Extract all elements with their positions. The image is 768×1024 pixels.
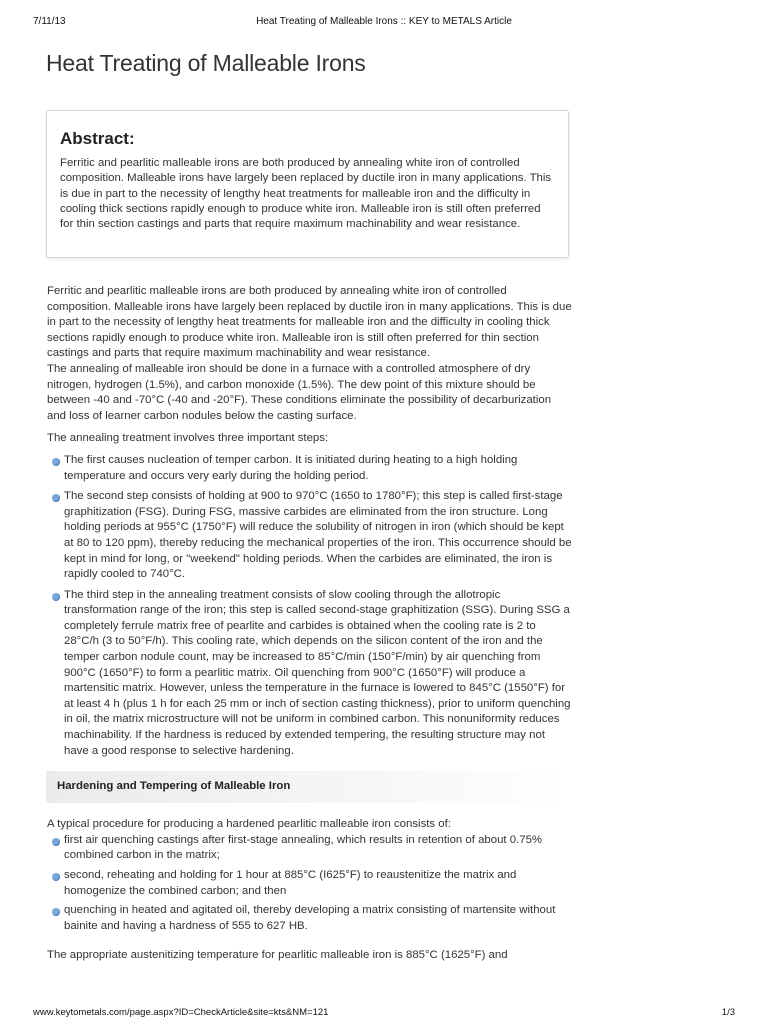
abstract-text: Ferritic and pearlitic malleable irons are both produced by annealing white iron of controlled composition. Malleable irons have largely been replaced by ductile iron in many applications. This is due in part to the necessity of lengthy heat treatments for malleable iron and the difficulty in cooling thick sections rapidly enough to produce white iron. Malleable iron is still often preferred for thin section castings and parts that require maximum machinability and wear resistance.	[60, 157, 552, 231]
list-item	[47, 489, 572, 583]
abstract-heading: Abstract:	[60, 129, 135, 148]
list-item-text: The second step consists of holding at 900 to 970°C (1650 to 1780°F); this step is called first-stage graphitization (FSG). During FSG, massive carbides are eliminated from the iron structure. Long holding periods at 955°C (1750°F) will reduce the solubility of nitrogen in iron (which should be kept at 80 to 120 ppm), thereby reducing the mechanical properties of the iron. This occurrence should be kept in mind for long, or "weekend" holding periods. When the carbides are eliminated, the iron is rapidly cooled to 740°C.	[64, 490, 572, 581]
annealing-paragraph: The annealing of malleable iron should be done in a furnace with a controlled atmosphere of dry nitrogen, hydrogen (1.5%), and carbon monoxide (1.5%). The dew point of this mixture should be between -40 and -70°C (-40 and -20°F). These conditions eliminate the possibility of decarburization and loss of learner carbon nodules below the casting surface.	[47, 362, 552, 422]
print-date: 7/11/13	[33, 16, 66, 27]
list-item-text: The first causes nucleation of temper carbon. It is initiated during heating to a high holding temperature and occurs very early during the holding period.	[64, 453, 518, 482]
bullet-icon	[52, 838, 60, 846]
list-item	[47, 453, 572, 484]
abstract-box	[46, 110, 569, 258]
bullet-icon	[52, 593, 60, 601]
bullet-icon	[52, 494, 60, 502]
section-heading: Hardening and Tempering of Malleable Iron	[57, 780, 291, 793]
hardening-steps-list	[47, 833, 572, 935]
bullet-icon	[52, 908, 60, 916]
page-number: 1/3	[721, 1007, 735, 1018]
article-body	[47, 284, 572, 964]
list-item	[47, 833, 572, 864]
final-paragraph: The appropriate austenitizing temperature for pearlitic malleable iron is 885°C (1625°F) and	[47, 949, 508, 962]
list-item-text: The third step in the annealing treatment consists of slow cooling through the allotropic transformation range of the iron; this step is called second-stage graphitization (SSG). During SSG a completely ferrule matrix free of pearlite and carbides is obtained when the cooling rate is 2 to 28°C/h (3 to 50°F/h). This cooling rate, which depends on the silicon content of the iron and the temper carbon nodule count, may be increased to 85°C/min (150°F/min) by air quenching from 900°C (1650°F) to form a pearlitic matrix. Oil quenching from 900°C (1650°F) will produce a martensitic matrix. However, unless the temperature in the furnace is lowered to 845°C (1550°F) for at least 4 h (plus 1 h for each 25 mm or inch of section casting thickness), prior to uniform quenching in oil, the matrix microstructure will not be uniform in combined carbon. This nonuniformity reduces machinability. If the hardness is reduced by extended tempering, the resulting structure may not have a good response to selective hardening.	[64, 588, 571, 757]
list-item	[47, 588, 572, 760]
footer-url: www.keytometals.com/page.aspx?ID=CheckArticle&site=kts&NM=121	[33, 1007, 329, 1018]
annealing-steps-list	[47, 453, 572, 759]
list-item-text: first air quenching castings after first-stage annealing, which results in retention of about 0.75% combined carbon in the matrix;	[64, 833, 543, 862]
list-item-text: quenching in heated and agitated oil, thereby developing a matrix consisting of martensite without bainite and having a hardness of 555 to 627 HB.	[64, 904, 556, 932]
hardening-lead: A typical procedure for producing a hardened pearlitic malleable iron consists of:	[47, 818, 451, 831]
page-title: Heat Treating of Malleable Irons	[46, 50, 366, 76]
list-item	[47, 903, 572, 934]
intro-paragraph: Ferritic and pearlitic malleable irons are both produced by annealing white iron of controlled composition. Malleable irons have largely been replaced by ductile iron in many applications. This is due in part to the necessity of lengthy heat treatments for malleable iron and the difficulty in cooling thick sections rapidly enough to produce white iron. Malleable iron is still often preferred for thin section castings and parts that require maximum machinability and wear resistance.	[47, 285, 572, 360]
print-doc-title: Heat Treating of Malleable Irons :: KEY to METALS Article	[256, 16, 512, 27]
list-item	[47, 868, 572, 899]
section-heading-bar	[46, 771, 569, 803]
bullet-icon	[52, 458, 60, 466]
bullet-icon	[52, 873, 60, 881]
steps-lead: The annealing treatment involves three important steps:	[47, 432, 329, 445]
list-item-text: second, reheating and holding for 1 hour at 885°C (I625°F) to reaustenitize the matrix and homogenize the combined carbon; and then	[64, 869, 517, 897]
